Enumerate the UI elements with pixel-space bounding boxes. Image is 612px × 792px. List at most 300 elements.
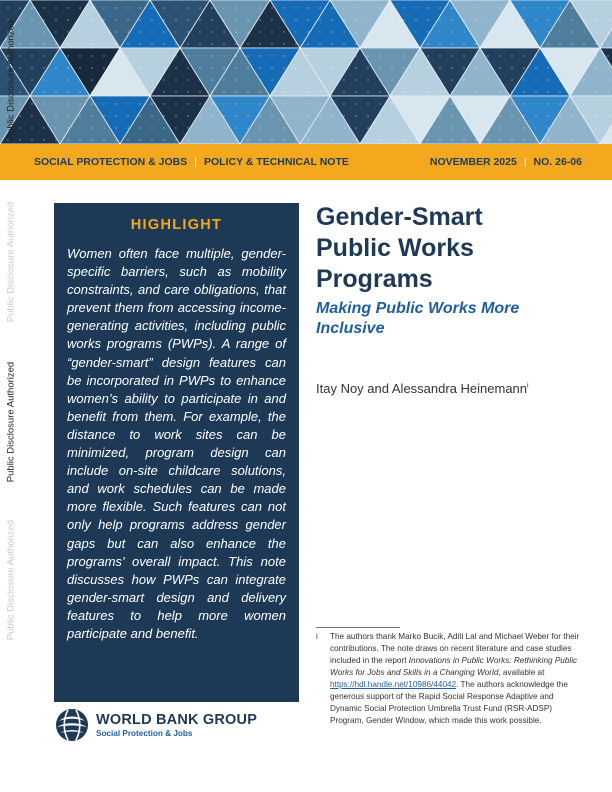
banner-dot bbox=[67, 103, 69, 105]
banner-dot bbox=[175, 79, 177, 81]
banner-dot bbox=[187, 7, 189, 9]
banner-dot bbox=[31, 7, 33, 9]
logo-name: WORLD BANK GROUP bbox=[96, 712, 258, 728]
banner-dot bbox=[79, 55, 81, 57]
banner-dot bbox=[199, 139, 201, 141]
banner-dot bbox=[175, 103, 177, 105]
banner-dot bbox=[451, 79, 453, 81]
banner-dot bbox=[403, 115, 405, 117]
banner-dot bbox=[319, 127, 321, 129]
banner-dot bbox=[199, 127, 201, 129]
banner-dot bbox=[571, 127, 573, 129]
banner-dot bbox=[43, 103, 45, 105]
banner-dot bbox=[487, 127, 489, 129]
banner-dot bbox=[139, 127, 141, 129]
banner-dot bbox=[439, 7, 441, 9]
banner-dot bbox=[223, 43, 225, 45]
disclosure-stamp: Public Disclosure Authorized bbox=[5, 19, 17, 141]
banner-dot bbox=[271, 103, 273, 105]
banner-dot bbox=[439, 139, 441, 141]
banner-dot bbox=[187, 55, 189, 57]
banner-dot bbox=[511, 115, 513, 117]
banner-dot bbox=[439, 79, 441, 81]
banner-dot bbox=[463, 31, 465, 33]
banner-dot bbox=[607, 19, 609, 21]
banner-dot bbox=[571, 7, 573, 9]
banner-dot bbox=[115, 79, 117, 81]
banner-dot bbox=[463, 103, 465, 105]
banner-dot bbox=[331, 139, 333, 141]
banner-dot bbox=[391, 139, 393, 141]
banner-dot bbox=[223, 31, 225, 33]
banner-dot bbox=[499, 139, 501, 141]
banner-dot bbox=[31, 103, 33, 105]
banner-dot bbox=[415, 55, 417, 57]
banner-dot bbox=[199, 43, 201, 45]
banner-dot bbox=[403, 139, 405, 141]
banner-dot bbox=[79, 43, 81, 45]
banner-dot bbox=[115, 127, 117, 129]
banner-dot bbox=[403, 127, 405, 129]
banner-dot bbox=[343, 103, 345, 105]
banner-dot bbox=[511, 79, 513, 81]
banner-dot bbox=[355, 67, 357, 69]
banner-dot bbox=[535, 31, 537, 33]
banner-dot bbox=[439, 67, 441, 69]
banner-dot bbox=[271, 7, 273, 9]
banner-dot bbox=[319, 79, 321, 81]
banner-dot bbox=[163, 19, 165, 21]
banner-dot bbox=[127, 55, 129, 57]
banner-dot bbox=[319, 67, 321, 69]
banner-dot bbox=[139, 19, 141, 21]
banner-dot bbox=[415, 7, 417, 9]
banner-dot bbox=[271, 79, 273, 81]
banner-dot bbox=[211, 103, 213, 105]
banner-dot bbox=[595, 43, 597, 45]
series-date: NOVEMBER 2025 bbox=[429, 156, 517, 168]
banner-dot bbox=[355, 139, 357, 141]
banner-dot bbox=[139, 67, 141, 69]
banner-dot bbox=[427, 55, 429, 57]
banner-dot bbox=[355, 91, 357, 93]
banner-dot bbox=[487, 31, 489, 33]
banner-dot bbox=[439, 43, 441, 45]
banner-dot bbox=[31, 19, 33, 21]
banner-dot bbox=[115, 103, 117, 105]
banner-dot bbox=[343, 115, 345, 117]
banner-dot bbox=[103, 79, 105, 81]
banner-dot bbox=[595, 19, 597, 21]
banner-dot bbox=[583, 7, 585, 9]
banner-dot bbox=[319, 7, 321, 9]
banner-dot bbox=[559, 7, 561, 9]
banner-dot bbox=[547, 43, 549, 45]
banner-dot bbox=[547, 91, 549, 93]
banner-dot bbox=[91, 19, 93, 21]
banner-dot bbox=[211, 79, 213, 81]
banner-dot bbox=[487, 79, 489, 81]
banner-dot bbox=[331, 7, 333, 9]
banner-dot bbox=[343, 67, 345, 69]
highlight-box bbox=[54, 203, 299, 702]
banner-dot bbox=[199, 103, 201, 105]
banner-dot bbox=[319, 19, 321, 21]
banner-dot bbox=[415, 43, 417, 45]
banner-dot bbox=[451, 19, 453, 21]
banner-dot bbox=[91, 7, 93, 9]
banner-dot bbox=[499, 91, 501, 93]
banner-dot bbox=[583, 67, 585, 69]
banner-dot bbox=[163, 7, 165, 9]
banner-dot bbox=[187, 19, 189, 21]
banner-dot bbox=[559, 127, 561, 129]
banner-dot bbox=[379, 7, 381, 9]
banner-dot bbox=[283, 115, 285, 117]
banner-dot bbox=[79, 31, 81, 33]
banner-dot bbox=[223, 127, 225, 129]
banner-dot bbox=[355, 115, 357, 117]
banner-dot bbox=[547, 55, 549, 57]
banner-dot bbox=[307, 19, 309, 21]
banner-dot bbox=[127, 67, 129, 69]
banner-dot bbox=[547, 19, 549, 21]
banner-dot bbox=[79, 79, 81, 81]
banner-dot bbox=[511, 139, 513, 141]
banner-dot bbox=[331, 67, 333, 69]
banner-dot bbox=[463, 19, 465, 21]
banner-dot bbox=[307, 139, 309, 141]
banner-dot bbox=[355, 19, 357, 21]
banner-dot bbox=[535, 91, 537, 93]
series-separator: | bbox=[523, 156, 527, 168]
banner-dot bbox=[427, 115, 429, 117]
banner-dot bbox=[343, 7, 345, 9]
banner-dot bbox=[91, 43, 93, 45]
banner-dot bbox=[271, 127, 273, 129]
banner-dot bbox=[55, 91, 57, 93]
banner-dot bbox=[199, 55, 201, 57]
banner-dot bbox=[391, 67, 393, 69]
title-line: Gender-Smart bbox=[316, 203, 483, 231]
banner-dot bbox=[331, 103, 333, 105]
banner-dot bbox=[379, 127, 381, 129]
banner-dot bbox=[463, 67, 465, 69]
banner-dot bbox=[163, 31, 165, 33]
banner-dot bbox=[259, 103, 261, 105]
banner-dot bbox=[607, 127, 609, 129]
banner-dot bbox=[547, 115, 549, 117]
banner-dot bbox=[271, 31, 273, 33]
banner-dot bbox=[523, 79, 525, 81]
banner-dot bbox=[607, 79, 609, 81]
banner-dot bbox=[43, 7, 45, 9]
banner-dot bbox=[199, 115, 201, 117]
banner-dot bbox=[559, 19, 561, 21]
logo-text bbox=[96, 712, 257, 738]
banner-dot bbox=[535, 103, 537, 105]
banner-dot bbox=[319, 103, 321, 105]
banner-dot bbox=[211, 67, 213, 69]
banner-dot bbox=[115, 91, 117, 93]
banner-dot bbox=[283, 19, 285, 21]
banner-dot bbox=[583, 103, 585, 105]
banner-dot bbox=[583, 55, 585, 57]
banner-dot bbox=[511, 103, 513, 105]
banner-dot bbox=[451, 91, 453, 93]
banner-dot bbox=[343, 19, 345, 21]
banner-dot bbox=[259, 79, 261, 81]
banner-dot bbox=[439, 19, 441, 21]
banner-dot bbox=[187, 31, 189, 33]
banner-dot bbox=[331, 55, 333, 57]
banner-dot bbox=[43, 67, 45, 69]
banner-dot bbox=[595, 7, 597, 9]
banner-dot bbox=[487, 7, 489, 9]
banner-dot bbox=[535, 19, 537, 21]
banner-dot bbox=[163, 103, 165, 105]
logo-subtitle: Social Protection & Jobs bbox=[96, 729, 193, 738]
banner-dot bbox=[379, 43, 381, 45]
banner-dot bbox=[151, 67, 153, 69]
banner-dot bbox=[523, 43, 525, 45]
banner-dot bbox=[127, 43, 129, 45]
banner-dot bbox=[55, 139, 57, 141]
banner-dot bbox=[247, 67, 249, 69]
banner-dot bbox=[547, 103, 549, 105]
banner-dot bbox=[475, 67, 477, 69]
banner-dot bbox=[475, 7, 477, 9]
banner-dot bbox=[235, 139, 237, 141]
banner-dot bbox=[271, 115, 273, 117]
banner-dot bbox=[43, 19, 45, 21]
banner-dot bbox=[523, 139, 525, 141]
banner-dot bbox=[343, 43, 345, 45]
footnote-link[interactable]: https://hdl.handle.net/10986/44042 bbox=[330, 680, 457, 689]
banner-dot bbox=[415, 115, 417, 117]
banner-dot bbox=[451, 31, 453, 33]
banner-dot bbox=[295, 139, 297, 141]
banner-dot bbox=[463, 79, 465, 81]
title-line: Programs bbox=[316, 265, 433, 293]
banner-dot bbox=[127, 115, 129, 117]
banner-dot bbox=[235, 31, 237, 33]
banner-dot bbox=[523, 103, 525, 105]
banner-dot bbox=[187, 43, 189, 45]
banner-dot bbox=[91, 79, 93, 81]
banner-dot bbox=[583, 91, 585, 93]
banner-dot bbox=[451, 115, 453, 117]
banner-dot bbox=[91, 103, 93, 105]
banner-dot bbox=[583, 115, 585, 117]
banner-dot bbox=[115, 7, 117, 9]
banner-dot bbox=[403, 103, 405, 105]
banner-dot bbox=[283, 31, 285, 33]
banner-dot bbox=[271, 91, 273, 93]
banner-dot bbox=[235, 127, 237, 129]
banner-dot bbox=[175, 115, 177, 117]
banner-dot bbox=[523, 55, 525, 57]
banner-dot bbox=[427, 31, 429, 33]
banner-dot bbox=[103, 7, 105, 9]
banner-dot bbox=[127, 79, 129, 81]
banner-dot bbox=[187, 91, 189, 93]
banner-dot bbox=[499, 7, 501, 9]
banner-dot bbox=[463, 115, 465, 117]
banner-dot bbox=[475, 115, 477, 117]
banner-dot bbox=[55, 31, 57, 33]
banner-dot bbox=[187, 79, 189, 81]
banner-dot bbox=[259, 127, 261, 129]
banner-dot bbox=[175, 43, 177, 45]
banner-dot bbox=[391, 19, 393, 21]
banner-dot bbox=[451, 127, 453, 129]
banner-dot bbox=[415, 127, 417, 129]
banner-dot bbox=[211, 139, 213, 141]
banner-dot bbox=[139, 43, 141, 45]
banner-dot bbox=[355, 127, 357, 129]
banner-dot bbox=[535, 43, 537, 45]
banner-dot bbox=[331, 79, 333, 81]
banner-dot bbox=[259, 91, 261, 93]
banner-dot bbox=[175, 19, 177, 21]
banner-dot bbox=[103, 91, 105, 93]
banner-dot bbox=[223, 139, 225, 141]
banner-dot bbox=[259, 7, 261, 9]
banner-dot bbox=[43, 31, 45, 33]
banner-dot bbox=[343, 55, 345, 57]
footnote-text: , available at bbox=[498, 668, 545, 677]
banner-dot bbox=[427, 67, 429, 69]
banner-dot bbox=[307, 103, 309, 105]
banner-dot bbox=[67, 91, 69, 93]
banner-dot bbox=[271, 55, 273, 57]
banner-dot bbox=[307, 91, 309, 93]
banner-dot bbox=[247, 115, 249, 117]
banner-dot bbox=[427, 139, 429, 141]
banner-dot bbox=[79, 127, 81, 129]
banner-dot bbox=[259, 19, 261, 21]
banner-dot bbox=[283, 43, 285, 45]
banner-dot bbox=[307, 43, 309, 45]
banner-dot bbox=[283, 103, 285, 105]
banner-dot bbox=[607, 43, 609, 45]
banner-dot bbox=[463, 55, 465, 57]
banner-dot bbox=[355, 103, 357, 105]
banner-dot bbox=[43, 115, 45, 117]
banner-dot bbox=[595, 115, 597, 117]
banner-dot bbox=[103, 67, 105, 69]
banner-dot bbox=[259, 115, 261, 117]
banner-dot bbox=[403, 55, 405, 57]
banner-dot bbox=[559, 115, 561, 117]
banner-dot bbox=[463, 43, 465, 45]
banner-dot bbox=[103, 31, 105, 33]
banner-dot bbox=[379, 67, 381, 69]
banner-dot bbox=[379, 19, 381, 21]
banner-dot bbox=[283, 139, 285, 141]
banner-dot bbox=[151, 43, 153, 45]
banner-dot bbox=[115, 115, 117, 117]
banner-dot bbox=[331, 19, 333, 21]
banner-dot bbox=[367, 139, 369, 141]
banner-dot bbox=[415, 91, 417, 93]
banner-dot bbox=[151, 7, 153, 9]
banner-dot bbox=[487, 19, 489, 21]
banner-dot bbox=[607, 55, 609, 57]
banner-dot bbox=[67, 7, 69, 9]
banner-dot bbox=[247, 31, 249, 33]
title-block bbox=[316, 202, 586, 339]
banner-dot bbox=[403, 7, 405, 9]
banner-dot bbox=[55, 19, 57, 21]
banner-dot bbox=[331, 91, 333, 93]
banner-dot bbox=[523, 7, 525, 9]
banner-dot bbox=[355, 43, 357, 45]
banner-dot bbox=[283, 55, 285, 57]
footnote-body bbox=[330, 631, 584, 727]
banner-dot bbox=[499, 115, 501, 117]
banner-dot bbox=[427, 91, 429, 93]
banner-dot bbox=[139, 139, 141, 141]
banner-dot bbox=[175, 31, 177, 33]
banner-dot bbox=[31, 139, 33, 141]
banner-dot bbox=[535, 67, 537, 69]
banner-dot bbox=[211, 43, 213, 45]
banner-dot bbox=[247, 7, 249, 9]
banner-dot bbox=[283, 7, 285, 9]
banner-dot bbox=[487, 115, 489, 117]
banner-dot bbox=[235, 67, 237, 69]
banner-dot bbox=[223, 91, 225, 93]
banner-dot bbox=[79, 139, 81, 141]
banner-dot bbox=[367, 55, 369, 57]
banner-dot bbox=[487, 67, 489, 69]
banner-dot bbox=[319, 139, 321, 141]
banner-dot bbox=[535, 139, 537, 141]
banner-dot bbox=[607, 139, 609, 141]
banner-dot bbox=[511, 31, 513, 33]
banner-dot bbox=[403, 43, 405, 45]
banner-dot bbox=[391, 7, 393, 9]
banner-dot bbox=[175, 67, 177, 69]
banner-dot bbox=[367, 103, 369, 105]
banner-dot bbox=[43, 139, 45, 141]
banner-dot bbox=[31, 67, 33, 69]
banner-dot bbox=[271, 19, 273, 21]
banner-dot bbox=[583, 19, 585, 21]
banner-dot bbox=[79, 67, 81, 69]
author-names: Itay Noy and Alessandra Heinemann bbox=[316, 381, 528, 396]
banner-dot bbox=[595, 31, 597, 33]
banner-dot bbox=[427, 19, 429, 21]
banner-dot bbox=[547, 79, 549, 81]
banner-dot bbox=[307, 115, 309, 117]
banner-dot bbox=[163, 67, 165, 69]
banner-dot bbox=[235, 55, 237, 57]
banner-dot bbox=[235, 79, 237, 81]
banner-dot bbox=[283, 67, 285, 69]
banner-dot bbox=[379, 139, 381, 141]
banner-dot bbox=[367, 127, 369, 129]
banner-dot bbox=[571, 79, 573, 81]
banner-dot bbox=[559, 67, 561, 69]
banner-dot bbox=[259, 31, 261, 33]
banner-dot bbox=[199, 31, 201, 33]
banner-dot bbox=[139, 55, 141, 57]
banner-dot bbox=[31, 31, 33, 33]
banner-dot bbox=[559, 79, 561, 81]
